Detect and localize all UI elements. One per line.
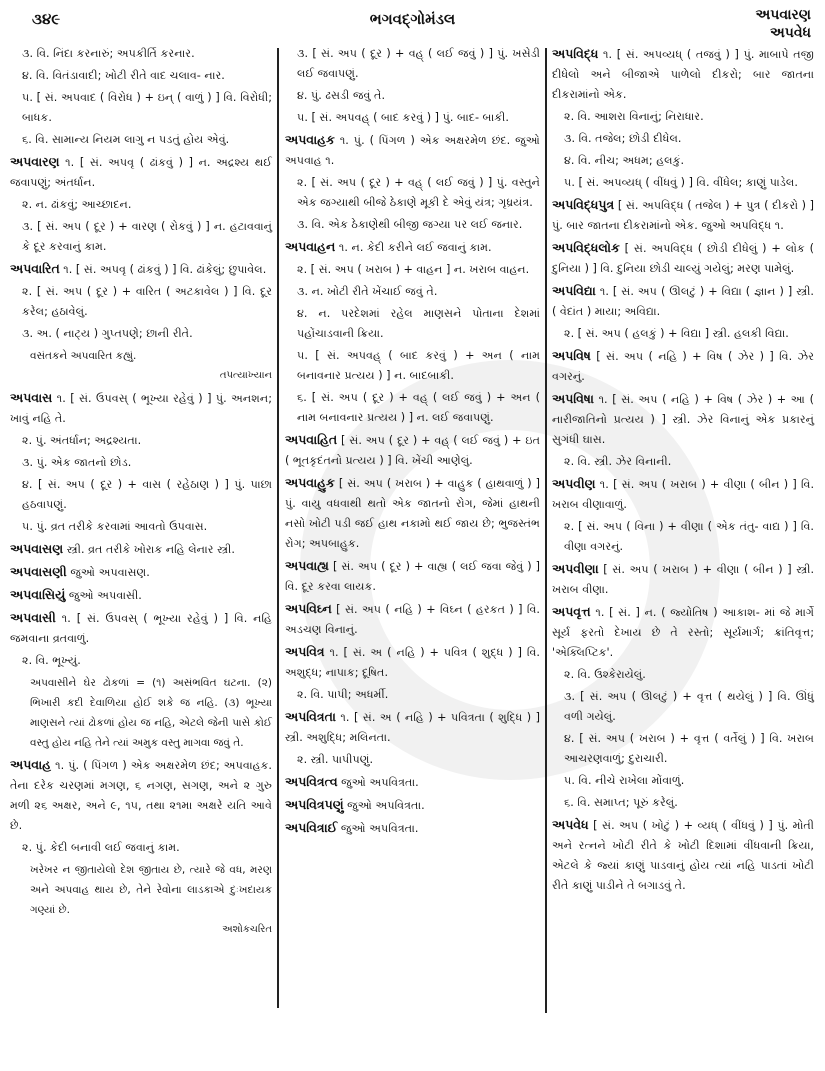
column-right	[552, 44, 814, 898]
headword: અપવિત્રપણું	[285, 797, 344, 812]
quote-source: તપત્યાખ્યાન	[219, 370, 272, 381]
column-middle	[285, 44, 540, 841]
sense: ૪. ન. પરદેશમાં રહેલ માણસને પોતાના દેશમાં પહોંચાડવાની ક્રિયા.	[297, 307, 540, 340]
dictionary-entry	[552, 281, 814, 322]
headword: અપવાહ	[10, 757, 52, 772]
dictionary-entry	[552, 389, 814, 450]
dictionary-entry	[285, 818, 540, 839]
sense: ૪. પું. ઢસડી જવું તે.	[297, 89, 386, 102]
definition: ૧. [ સં. અપવ્યધ્ ( તજવું ) ] પું. માબાપે તજી દીધેલો અને બીજાએ પાળેલો દીકરો; બાર જાતના દીકરામાંનો એક.	[552, 48, 814, 101]
sense: ૫. [ સં. અપવહ્ ( બાદ કરવું ) ] પું. બાદ- બાકી.	[297, 111, 509, 124]
book-title: ભગવદ્ગોમંડલ	[369, 10, 456, 28]
sense: ૨. પું. કેદી બનાવી લઈ જવાનું કામ.	[22, 841, 180, 854]
headword: અપવિત્રત્વ	[285, 774, 338, 789]
dictionary-entry	[285, 237, 540, 258]
definition: [ સં. અપ ( ખરાબ ) + વાહુક ( હાથવાળું ) ] પું. વાયુ વધવાથી થતો એક જાતનો રોગ, જેમાં હાથની નસો ખોટી પડી જઈ હાથ નકામો થઈ જાય છે; ભુજસ્તંભ રોગ; અપબાહુક.	[285, 477, 540, 550]
dictionary-entry	[285, 430, 540, 471]
quote-text: ખરેખર ન જીતાયેલો દેશ જીતાય છે, ત્યારે જે વધ, મરણ અને અપવાહ થાય છે, તેને રેવોના લાડકાએ દુઃખદાયક ગણ્યાં છે.	[30, 864, 272, 916]
sense: ૬. વિ. સમાપ્ત; પૂરું કરેલું.	[564, 796, 678, 809]
definition: ૧. ન. કેદી કરીને લઈ જવાનું કામ.	[335, 241, 492, 254]
sense: ૩. વિ. નિંદા કરનારું; અપકીર્તિ કરનાર.	[22, 47, 195, 60]
definition: જુઓ અપવાસણ.	[66, 566, 150, 579]
page-header	[0, 0, 825, 46]
definition: ૧. [ સં. અ ( નહિ ) + પવિત્રતા ( શુદ્ધિ ) ] સ્ત્રી. અશુદ્ધિ; મલિનતા.	[285, 711, 540, 744]
headword: અપવિદ્યા	[552, 283, 596, 298]
headword: અપવિષ	[552, 348, 591, 363]
definition: [ સં. અપ ( દૂર ) + વહ્ ( લઈ જવું ) + ઇત ( ભૂતકૃદંતનો પ્રત્યય ) ] વિ. ખેંચી આણેલું.	[285, 434, 540, 467]
dictionary-body	[0, 44, 825, 1054]
guide-words	[756, 6, 811, 42]
definition: [ સં. અપ ( નહિ ) + વિઘ્ન ( હરકત ) ] વિ. અડચણ વિનાનું.	[285, 603, 540, 636]
sense: ૨. પું. અંતર્ધાન; અદ્રશ્યતા.	[22, 434, 142, 447]
headword: અપવિત્ર	[285, 644, 325, 659]
definition: ૧. [ સં. અપવૃ ( ઢાંકવું ) ] વિ. ઢાંકેલું; છુપાવેલ.	[59, 263, 267, 276]
dictionary-entry	[552, 474, 814, 515]
sense: ૪. [ સં. અપ ( દૂર ) + વાસ ( રહેઠાણ ) ] પું. પાછા હઠવાપણું.	[22, 478, 272, 511]
usage-quote	[10, 860, 272, 940]
column-left	[10, 44, 272, 942]
headword: અપવાસ	[10, 390, 53, 405]
quote-text: વસંતકને અપવારિત કહ્યું.	[30, 350, 137, 362]
sense: ૩. અ. ( નાટ્ય ) ગુપ્તપણે; છાની રીતે.	[22, 327, 193, 340]
sense: ૨. વિ. આશરા વિનાનું; નિરાધાર.	[564, 110, 704, 123]
sense: ૨. સ્ત્રી. પાપીપણું.	[297, 753, 374, 766]
definition: ૧. [ સં. ઉપવસ્ ( ભૂખ્યા રહેવું ) ] વિ. નહિ જમવાના વ્રતવાળું.	[10, 612, 272, 645]
sense: ૩. [ સં. અપ ( દૂર ) + વારણ ( રોકવું ) ] ન. હટાવવાનું કે દૂર કરવાનું કામ.	[22, 220, 272, 253]
sense: ૫. [ સં. અપવ્યધ્ ( વીંધવું ) ] વિ. વીંધેલ; કાણું પાડેલ.	[564, 176, 798, 189]
quote-text: અપવાસીને ઘેર ઢોકળાં = (૧) અસંભવિત ઘટના. (૨) ભિખારી કદી દેવાળિયા હોઈ શકે જ નહિ. (૩) ભૂખ્યા માણસને ત્યાં ઢોકળાં હોય જ નહિ, એટલે જેની પાસે કોઈ વસ્તુ હોય નહિ તેને ત્યાં અમુક વસ્તુ માગવા જવું તે.	[30, 677, 272, 749]
usage-quote	[10, 673, 272, 753]
dictionary-entry	[285, 130, 540, 171]
dictionary-entry	[285, 473, 540, 554]
dictionary-entry	[285, 795, 540, 816]
sense: ૨. ન. ઢાંકવું; આચ્છાદન.	[22, 198, 132, 211]
definition: ૧. [ સં. અપ ( ઊલટું ) + વિદ્યા ( જ્ઞાન ) ] સ્ત્રી. ( વેદાંત ) માયા; અવિદ્યા.	[552, 285, 814, 318]
definition: [ સં. અપવિદ્ધ ( તજેલ ) + પુત્ર ( દીકરો ) ] પું. બાર જાતના દીકરામાંનો એક. જુઓ અપવિદ્ધ ૧.	[552, 199, 814, 232]
headword: અપવીણ	[552, 476, 596, 491]
sense: ૨. વિ. ભૂખ્યું.	[22, 654, 81, 667]
dictionary-entry	[285, 599, 540, 640]
dictionary-entry	[552, 602, 814, 663]
dictionary-entry	[10, 755, 272, 836]
definition: ૧. પું. ( પિંગળ ) એક અક્ષરમેળ છંદ. જુઓ અપવાહ ૧.	[285, 134, 540, 167]
definition: [ સં. અપ ( ખરાબ ) + વીણા ( બીન ) ] સ્ત્રી. ખરાબ વીણા.	[552, 563, 814, 596]
definition: [ સં. અપ ( ખોટું ) + વ્યધ્ ( વીંધવું ) ] પું. મોતી અને રત્નને ખોટી રીતે કે ખોટી દિશામાં વીંધવાની ક્રિયા, એટલે કે જ્યાં કાણું પાડવાનું હોય ત્યાં નહિ પાડતાં ખોટી રીતે કાણું પાડીને તે બગાડવું તે.	[552, 819, 814, 892]
usage-quote	[10, 346, 272, 386]
headword: અપવૃત્ત	[552, 604, 591, 619]
headword: અપવિદ્ધ	[552, 46, 599, 61]
definition: ૧. [ સં. અપ ( ખરાબ ) + વીણા ( બીન ) ] વિ. ખરાબ વીણાવાળું.	[552, 478, 814, 511]
sense: ૪. [ સં. અપ ( ખરાબ ) + વૃત્ત ( વર્તેલું ) ] વિ. ખરાબ આચરણવાળું; દુરાચારી.	[564, 732, 814, 765]
headword: અપવીણા	[552, 561, 599, 576]
sense: ૩. પું. એક જાતનો છોડ.	[22, 456, 132, 469]
headword: અપવેધ	[552, 817, 589, 832]
definition: સ્ત્રી. વ્રત તરીકે ખોરાક નહિ લેનાર સ્ત્રી.	[63, 543, 235, 556]
headword: અપવાસિયું	[10, 587, 66, 602]
sense: ૩. [ સં. અપ ( ઊલટું ) + વૃત્ત ( થયેલું ) ] વિ. ઊંધું વળી ગયેલું.	[564, 690, 814, 723]
sense: ૫. [ સં. અપવહ્ ( બાદ કરવું ) + અન ( નામ બનાવનાર પ્રત્યય ) ] ન. બાદબાકી.	[297, 349, 540, 382]
sense: ૨. [ સં. અપ ( વિના ) + વીણા ( એક તંતુ- વાદ્ય ) ] વિ. વીણા વગરનું.	[564, 520, 814, 553]
definition: જુઓ અપવિત્રતા.	[343, 799, 425, 812]
definition: જુઓ અપવિત્રતા.	[337, 822, 419, 835]
headword: અપવાહ્ય	[285, 558, 329, 573]
definition: જુઓ અપવાસી.	[65, 589, 142, 602]
definition: ૧. [ સં. ઉપવસ્ ( ભૂખ્યા રહેવું ) ] પું. અનશન; ખાવું નહિ તે.	[10, 392, 272, 425]
guide-word-first: અપવારણ	[755, 7, 811, 23]
sense: ૪. વિ. નીચ; અધમ; હલકું.	[564, 154, 685, 167]
headword: અપવિઘ્ન	[285, 601, 332, 616]
definition: ૧. [ સં. અપ ( નહિ ) + વિષ ( ઝેર ) + આ ( નારીજાતિનો પ્રત્યય ) ] સ્ત્રી. ઝેર વિનાનું એક પ્રકારનું સુગંધી ઘાસ.	[552, 393, 814, 446]
sense: ૨. વિ. પાપી; અધર્મી.	[297, 688, 389, 701]
dictionary-entry	[10, 585, 272, 606]
sense: ૫. વિ. નીચે રાખેલા મોંવાળું.	[564, 774, 685, 787]
sense: ૫. [ સં. અપવાદ ( વિરોધ ) + ઇન્ ( વાળું ) ] વિ. વિરોધી; બાધક.	[22, 91, 272, 124]
headword: અપવિત્રતા	[285, 709, 336, 724]
sense: ૪. વિ. વિતંડાવાદી; ખોટી રીતે વાદ ચલાવ- નાર.	[22, 69, 225, 82]
dictionary-entry	[285, 707, 540, 748]
sense: ૨. [ સં. અપ ( દૂર ) + વારિત ( અટકાવેલ ) ] વિ. દૂર કરેલ; હઠાવેલું.	[22, 285, 272, 318]
dictionary-entry	[552, 44, 814, 105]
definition: ૧. [ સં. ] ન. ( જ્યોતિષ ) આકાશ- માં જે માર્ગે સૂર્ય ફરતો દેખાય છે તે રસ્તો; સૂર્યમાર્ગ; ક્રાંતિવૃત્ત; 'એક્લિપ્ટિક'.	[552, 606, 814, 659]
headword: અપવાસણી	[10, 564, 67, 579]
sense: ૨. [ સં. અપ ( હલકું ) + વિદ્યા ] સ્ત્રી. હલકી વિદ્યા.	[564, 327, 789, 340]
dictionary-entry	[10, 152, 272, 193]
definition: [ સં. અપ ( દૂર ) + વાહ્ય ( લઈ જવા જેવું ) ] વિ. દૂર કરવા લાયક.	[285, 560, 540, 593]
dictionary-entry	[10, 388, 272, 429]
dictionary-entry	[552, 346, 814, 387]
definition: ૧. [ સં. અપવૃ ( ઢાંકવું ) ] ન. અદ્રશ્ય થઈ જવાપણું; અંતર્ધાન.	[10, 156, 272, 189]
dictionary-entry	[552, 559, 814, 600]
page-number: ૩૪૯	[32, 10, 61, 28]
sense: ૨. [ સં. અપ ( દૂર ) + વહ્ ( લઈ જવું ) ] પું. વસ્તુને એક જગ્યાથી બીજે ઠેકાણે મૂકી દે એવું યંત્ર; ગૃધ્રયંત્ર.	[297, 176, 540, 209]
headword: અપવાહુક	[285, 475, 335, 490]
sense: ૩. વિ. તજેલ; છોડી દીધેલ.	[564, 132, 682, 145]
dictionary-entry	[10, 259, 272, 280]
sense: ૨. [ સં. અપ ( ખરાબ ) + વાહન ] ન. ખરાબ વાહન.	[297, 263, 530, 276]
headword: અપવારિત	[10, 261, 60, 276]
headword: અપવાહન	[285, 239, 336, 254]
sense: ૬. વિ. સામાન્ય નિયમ લાગુ ન પડતું હોય એવું.	[22, 133, 230, 146]
sense: ૩. [ સં. અપ ( દૂર ) + વહ્ ( લઈ જવું ) ] પું. ખસેડી લઈ જવાપણું.	[297, 47, 540, 80]
definition: [ સં. અપ ( નહિ ) + વિષ ( ઝેર ) ] વિ. ઝેર વગરનું.	[552, 350, 814, 383]
dictionary-entry	[552, 238, 814, 279]
sense: ૩. વિ. એક ઠેકાણેથી બીજી જગ્યા પર લઈ જનાર.	[297, 218, 523, 231]
headword: અપવાસણ	[10, 541, 64, 556]
dictionary-entry	[10, 608, 272, 649]
sense: ૩. ન. ખોટી રીતે ખેંચાઈ જવું તે.	[297, 285, 438, 298]
dictionary-entry	[10, 539, 272, 560]
dictionary-entry	[552, 195, 814, 236]
sense: ૨. વિ. સ્ત્રી. ઝેર વિનાની.	[564, 455, 672, 468]
headword: અપવારણ	[10, 154, 60, 169]
headword: અપવિદ્ધલોક	[552, 240, 620, 255]
dictionary-entry	[552, 815, 814, 896]
definition: ૧. [ સં. અ ( નહિ ) + પવિત્ર ( શુદ્ધ ) ] વિ. અશુદ્ધ; નાપાક; દૂષિત.	[285, 646, 540, 679]
dictionary-entry	[285, 772, 540, 793]
headword: અપવિત્રાઈ	[285, 820, 338, 835]
dictionary-entry	[10, 562, 272, 583]
dictionary-entry	[285, 556, 540, 597]
sense: ૫. પું. વ્રત તરીકે કરવામાં આવતો ઉપવાસ.	[22, 520, 208, 533]
quote-source: અશોકચરિત	[222, 924, 272, 935]
sense: ૨. વિ. ઉશ્કેરાયેલું.	[564, 668, 646, 681]
guide-word-last: અપવેધ	[770, 25, 811, 41]
headword: અપવાસી	[10, 610, 56, 625]
dictionary-entry	[285, 642, 540, 683]
headword: અપવિદ્ધપુત્ર	[552, 197, 615, 212]
headword: અપવિષા	[552, 391, 594, 406]
definition: ૧. પું. ( પિંગળ ) એક અક્ષરમેળ છંદ; અપવાહક. તેના દરેક ચરણમાં મગણ, ૬ નગણ, સગણ, અને ૨ ગુરુ મળી ૨૬ અક્ષર, અને ૯, ૧૫, તથા ૨૧મા અક્ષરે યતિ આવે છે.	[10, 759, 272, 832]
definition: [ સં. અપવિદ્ધ ( છોડી દીધેલું ) + લોક ( દુનિયા ) ] વિ. દુનિયા છોડી ચાલ્યું ગયેલું; મરણ પામેલું.	[552, 242, 814, 275]
definition: જુઓ અપવિત્રતા.	[337, 776, 419, 789]
headword: અપવાહક	[285, 132, 335, 147]
sense: ૬. [ સં. અપ ( દૂર ) + વહ્ ( લઈ જવું ) + અન ( નામ બનાવનાર પ્રત્યય ) ] ન. લઈ જવાપણું.	[297, 391, 540, 424]
headword: અપવાહિત	[285, 432, 338, 447]
